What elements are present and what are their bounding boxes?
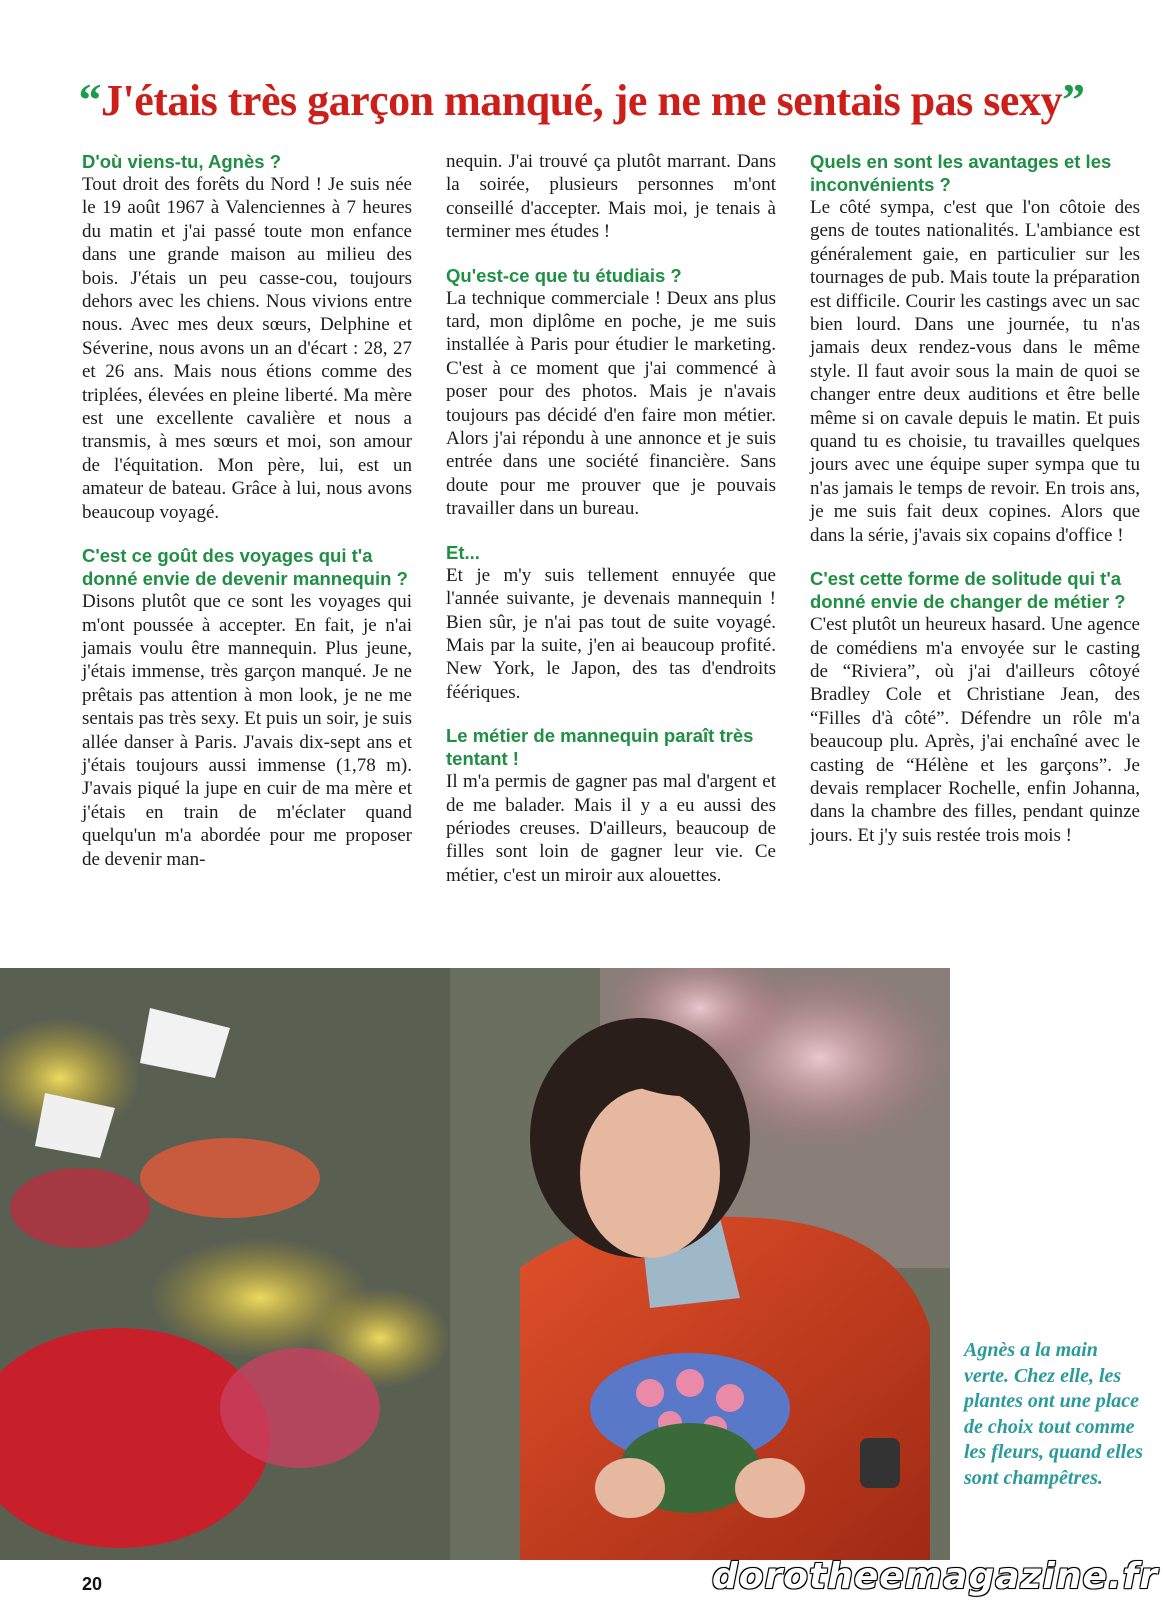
question: Quels en sont les avantages et les inconvénients ? bbox=[810, 151, 1112, 195]
site-watermark: dorotheemagazine.fr bbox=[712, 1556, 1158, 1597]
column-1 bbox=[82, 150, 412, 891]
question: C'est ce goût des voyages qui t'a donné envie de devenir mannequin ? bbox=[82, 545, 408, 590]
column-2 bbox=[446, 150, 776, 907]
page-number: 20 bbox=[82, 1574, 103, 1594]
answer: Et je m'y suis tellement ennuyée que l'année suivante, je devenais mannequin ! Bien sûr, je n'ai pas tout de suite voyagé. Mais par la suite, j'en ai beaucoup profité. New York, le Japon, des tas d'endroits féériques. bbox=[446, 564, 776, 703]
answer: C'est plutôt un heureux hasard. Une agence de comédiens m'a envoyée sur le casting de “Riviera”, où j'ai d'ailleurs côtoyé Bradley Cole et Christiane Jean, des “Filles d'à côté”. Défendre un rôle m'a beaucoup plu. Après, j'ai enchaîné avec le casting de “Hélène et les garçons”. Je devais remplacer Rochelle, enfin Johanna, dans la chambre des filles, pendant quinze jours. Et j'y suis restée trois mois ! bbox=[810, 614, 1140, 846]
article-headline bbox=[0, 72, 1163, 129]
answer: Il m'a permis de gagner pas mal d'argent et de me balader. Mais il y a eu aussi des périodes creuses. D'ailleurs, beaucoup de filles sont loin de gagner leur vie. Ce métier, c'est un miroir aux alouettes. bbox=[446, 771, 776, 886]
question: Le métier de mannequin paraît très tentant ! bbox=[446, 725, 754, 770]
question: Qu'est-ce que tu étudiais ? bbox=[446, 264, 682, 286]
photo-caption: Agnès a la main verte. Chez elle, les plantes ont une place de choix tout comme les fleurs, quand elles sont champêtres. bbox=[964, 1339, 1143, 1489]
answer: Disons plutôt que ce sont les voyages qui m'ont poussée à accepter. En fait, je n'ai jamais voulu être mannequin. Plus jeune, j'étais immense, très garçon manqué. Je ne prêtais pas attention à mon look, je ne me sentais pas très sexy. Et puis un soir, je suis allée danser à Paris. J'avais dix-sept ans et j'étais toujours aussi immense (1,78 m). J'avais piqué la jupe en cuir de ma mère et j'étais en train de m'éclater quand quelqu'un m'a abordée pour me proposer de devenir man- bbox=[82, 591, 412, 870]
answer: Tout droit des forêts du Nord ! Je suis née le 19 août 1967 à Valenciennes à 7 heures du matin et j'ai passé toute mon enfance dans une grande maison au milieu des bois. J'étais un peu casse-cou, toujours dehors avec les chiens. Nous vivions entre nous. Avec mes deux sœurs, Delphine et Séverine, nous avons un an d'écart : 28, 27 et 26 ans. Mais nous étions comme des triplées, élevées en pleine liberté. Ma mère est une excellente cavalière et nous a transmis, à mes sœurs et moi, son amour de l'équitation. Mon père, lui, est un amateur de bateau. Grâce à lui, nous avons beaucoup voyagé. bbox=[82, 174, 412, 523]
answer: Le côté sympa, c'est que l'on côtoie des gens de toutes nationalités. L'ambiance est généralement gaie, en particulier sur les tournages de pub. Mais toute la préparation est difficile. Courir les castings avec un sac bien lourd. Dans une journée, tu n'as jamais deux rendez-vous dans le même style. Il faut avoir sous la main de quoi se changer entre deux auditions et être belle même si on cavale depuis le matin. Et puis quand tu es choisie, tu travailles quelques jours avec une équipe super sympa que tu n'as jamais le temps de revoir. En trois ans, je me suis fait deux copines. Alors que dans la série, j'avais six copains d'office ! bbox=[810, 197, 1140, 546]
column-3 bbox=[810, 150, 1140, 867]
close-quote: ” bbox=[1061, 74, 1085, 125]
question: D'où viens-tu, Agnès ? bbox=[82, 151, 282, 172]
answer-continued: nequin. J'ai trouvé ça plutôt marrant. Dans la soirée, plusieurs personnes m'ont conseillé d'accepter. Mais moi, je tenais à terminer mes études ! bbox=[446, 151, 776, 243]
question: Et... bbox=[446, 541, 480, 563]
question: C'est cette forme de solitude qui t'a donné envie de changer de métier ? bbox=[810, 568, 1126, 613]
answer: La technique commerciale ! Deux ans plus tard, mon diplôme en poche, je me suis installée à Paris pour étudier le marketing. C'est à ce moment que j'ai commencé à poser pour des photos. Mais je n'avais toujours pas décidé d'en faire mon métier. Alors j'ai répondu à une annonce et je suis entrée dans une société financière. Sans doute pour me prouver que je pouvais travailler dans un bureau. bbox=[446, 287, 776, 520]
open-quote: “ bbox=[78, 74, 102, 125]
headline-text: J'étais très garçon manqué, je ne me sentais pas sexy bbox=[101, 76, 1062, 125]
photo-illustration bbox=[0, 968, 950, 1560]
flower-market-photo bbox=[0, 968, 950, 1560]
